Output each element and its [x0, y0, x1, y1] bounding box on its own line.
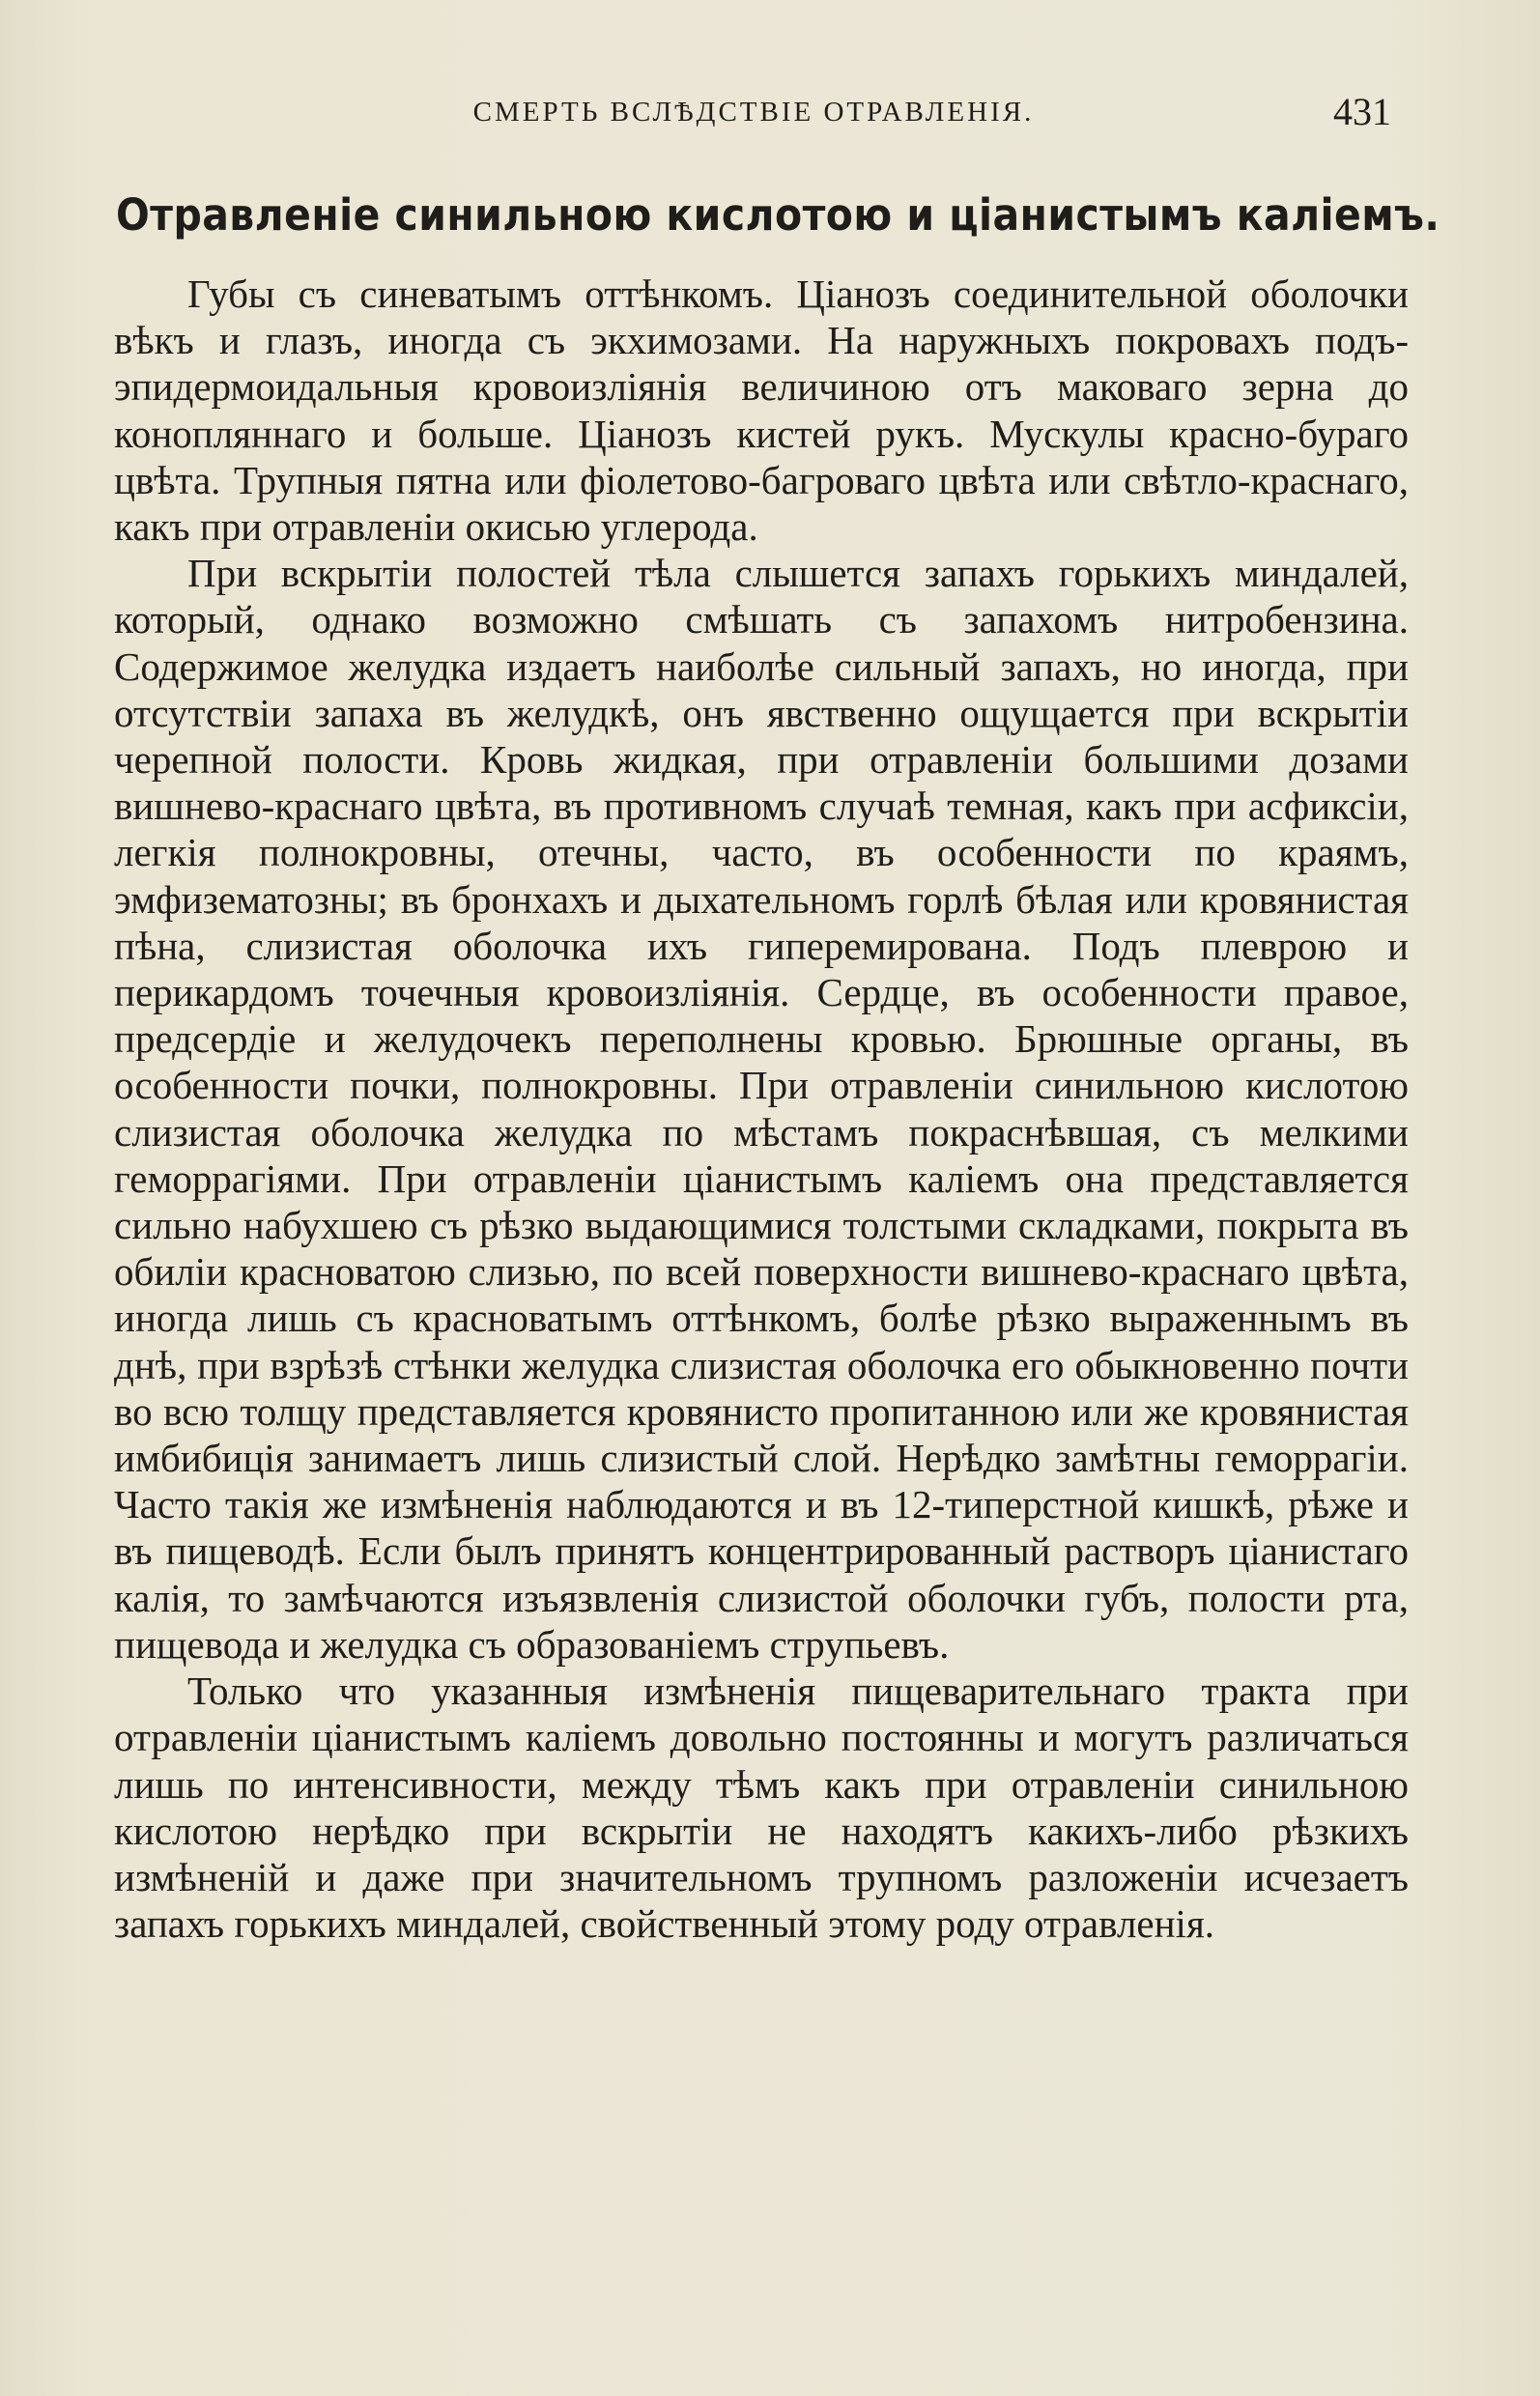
running-title: СМЕРТЬ ВСЛѢДСТВІЕ ОТРАВЛЕНІЯ.	[472, 97, 1035, 128]
body-text	[114, 271, 1409, 1947]
page-number: 431	[1333, 90, 1391, 133]
paragraph-3: Только что указанныя измѣненія пищеварительнаго тракта при отравленіи ціанистымъ каліемъ довольно постоянны и могутъ различаться лишь по интенсивности, между тѣмъ какъ при отравленіи синильною кислотою нерѣдко при вскрытіи не находятъ какихъ-либо рѣзкихъ измѣненій и даже при значительномъ трупномъ разложеніи исчезаетъ запахъ горькихъ миндалей, свойственный этому роду отравленія.	[114, 1669, 1409, 1947]
running-head	[116, 89, 1391, 147]
paragraph-1: Губы съ синеватымъ оттѣнкомъ. Ціанозъ соединительной оболочки вѣкъ и глазъ, иногда съ экхимозами. На наружныхъ покровахъ подъ-эпидермоидальныя кровоизліянія величиною отъ маковаго зерна до конопляннаго и больше. Ціанозъ кистей рукъ. Мускулы красно-бураго цвѣта. Трупныя пятна или фіолетово-багроваго цвѣта или свѣтло-краснаго, какъ при отравленіи окисью углерода.	[114, 271, 1409, 550]
section-heading: Отравленіе синильною кислотою и ціанистымъ каліемъ.	[116, 189, 1440, 241]
paragraph-2: При вскрытіи полостей тѣла слышется запахъ горькихъ миндалей, который, однако возможно смѣшать съ запахомъ нитробензина. Содержимое желудка издаетъ наиболѣе сильный запахъ, но иногда, при отсутствіи запаха въ желудкѣ, онъ явственно ощущается при вскрытіи черепной полости. Кровь жидкая, при отравленіи большими дозами вишнево-краснаго цвѣта, въ противномъ случаѣ темная, какъ при асфиксіи, легкія полнокровны, отечны, часто, въ особенности по краямъ, эмфизематозны; въ бронхахъ и дыхательномъ горлѣ бѣлая или кровянистая пѣна, слизистая оболочка ихъ гиперемирована. Подъ плеврою и перикардомъ точечныя кровоизліянія. Сердце, въ особенности правое, предсердіе и желудочекъ переполнены кровью. Брюшные органы, въ особенности почки, полнокровны. При отравленіи синильною кислотою слизистая оболочка желудка по мѣстамъ покраснѣвшая, съ мелкими геморрагіями. При отравленіи ціанистымъ каліемъ она представляется сильно набухшею съ рѣзко выдающимися толстыми складками, покрыта въ обиліи красноватою слизью, по всей поверхности вишнево-краснаго цвѣта, иногда лишь съ красноватымъ оттѣнкомъ, болѣе рѣзко выраженнымъ въ днѣ, при взрѣзѣ стѣнки желудка слизистая оболочка его обыкновенно почти во всю толщу представляется кровянисто пропитанною или же кровянистая имбибиція занимаетъ лишь слизистый слой. Нерѣдко замѣтны геморрагіи. Часто такія же измѣненія наблюдаются и въ 12-типерстной кишкѣ, рѣже и въ пищеводѣ. Если былъ принятъ концентрированный растворъ ціанистаго калія, то замѣчаются изъязвленія слизистой оболочки губъ, полости рта, пищевода и желудка съ образованіемъ струпьевъ.	[114, 551, 1409, 1667]
